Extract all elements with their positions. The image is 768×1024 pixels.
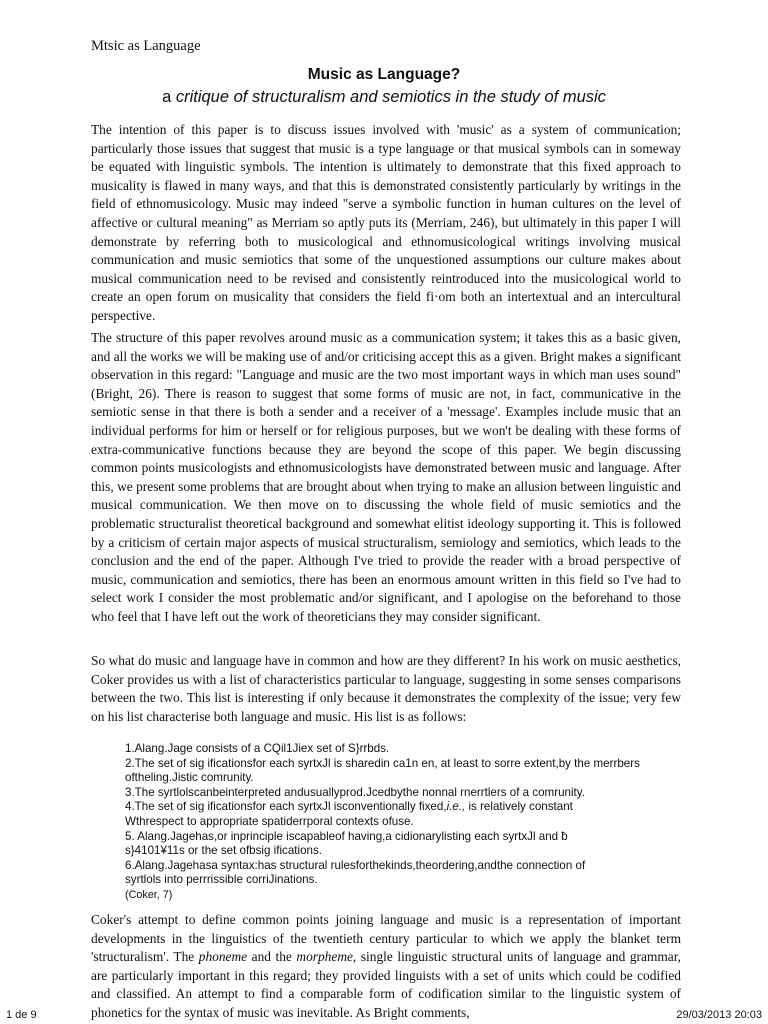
list-item-text: 4.The set of sig ificationsfor each syrtxJl isconventionally fixed, <box>125 800 447 814</box>
list-item <box>125 800 685 815</box>
list-item: 2.The set of sig ificationsfor each syrtxJl is sharedin ca1n en, at least to sorre extent,by the merrbers <box>125 756 640 770</box>
list-citation: (Coker, 7) <box>125 888 173 901</box>
list-item-italic: i.e., <box>446 800 466 814</box>
running-header: Mtsic as Language <box>91 38 201 54</box>
print-date: 29/03/2013 20:03 <box>676 1009 762 1021</box>
list-item: 5. Alang.Jagehas,or inprinciple iscapableof having,a cidionarylisting each syrtxJl and ƀ <box>125 829 568 843</box>
paragraph-structuralism <box>91 911 681 1023</box>
paragraph-text: single linguistic structural units of language and grammar, are particularly important in this regard; they provided linguists with a set of units which could be codified and classified. An attempt to find a comparable form of codification similar to the linguistic system of phonetics for the syntax of music was inevitable. As Bright comments, <box>91 949 681 1020</box>
list-item-text: is relatively constant <box>465 800 573 814</box>
list-item: syrtlols into perrrissible corriJinations. <box>125 873 318 887</box>
subtitle-lead: a <box>162 88 172 106</box>
coker-list <box>125 742 685 903</box>
term-phoneme: phoneme <box>198 949 248 965</box>
list-item: oftheling.Jistic comrunity. <box>125 771 254 785</box>
list-item: s}4101¥11s or the set ofbsig ifications. <box>125 844 323 858</box>
list-item: Wthrespect to appropriate spatiderrporal contexts ofuse. <box>125 814 414 828</box>
page-number: 1 de 9 <box>6 1009 37 1021</box>
subtitle-italic: critique of structuralism and semiotics in the study of music <box>175 88 606 106</box>
paragraph-coker: So what do music and language have in common and how are they different? In his work on music aesthetics, Coker provides us with a list of characteristics particular to language, suggesting in some senses comparisons between the two. This list is interesting if only because it demonstrates the complexity of the issue; very few on his list characterise both language and music. His list is as follows: <box>91 653 681 724</box>
paragraph-text: Coker's attempt to define common points joining language and music is a representation of important developments in the linguistics of the twentieth century particular to which we apply the blanket term 'structuralism'. The <box>91 912 681 965</box>
list-item: 6.Alang.Jagehasa syntax:has structural rulesforthekinds,theordering,andthe connection of <box>125 858 586 872</box>
term-morpheme: morpheme, <box>296 949 357 965</box>
list-item: 1.Alang.Jage consists of a CQil1Jiex set of S}rrbds. <box>125 742 390 755</box>
page-subtitle <box>0 88 768 107</box>
paragraph-text: and the <box>247 949 297 965</box>
paragraph-intro: The intention of this paper is to discuss issues involved with 'music' as a system of communication; particularly those issues that suggest that music is a type language or that musical symbols can in someway be equated with linguistic symbols. The intention is ultimately to demonstrate that this fixed approach to musicality is flawed in many ways, and that this is demonstrated consistently particularly by writings in the field of ethnomusicology. Music may indeed "serve a symbolic function in human cultures on the level of affective or cultural meaning" as Merriam so aptly puts its (Merriam, 246), but ultimately in this paper I will demonstrate by referring both to musicological and ethnomusicological writings involving musical communication and music semiotics that some of the unquestioned assumptions our culture makes about musical communication need to be revised and consistently reintroduced into the musicological world to create an open forum on musicality that considers the field fi·om both an intertextual and an intercultural perspective. <box>91 122 681 323</box>
paragraph-structure: The structure of this paper revolves around music as a communication system; it takes this as a basic given, and all the works we will be making use of and/or criticising accept this as a given. Bright makes a significant observation in this regard: "Language and music are the two most important ways in which man uses sound" (Bright, 26). There is reason to suggest that some forms of music are not, in fact, communicative in the semiotic sense in that there is both a sender and a receiver of a 'message'. Examples include music that an individual performs for him or herself or for religious purposes, but we won't be dealing with these forms of extra-communicative functions because they are beyond the scope of this paper. We begin discussing common points musicologists and ethnomusicologists have demonstrated between music and language. After this, we present some problems that are brought about when trying to make an allusion between linguistic and musical communication. We then move on to discussing the whole field of music semiotics and the problematic structuralist theoretical background and somewhat elitist ideology supporting it. This is followed by a criticism of certain major aspects of musical structuralism, semiology and semiotics, which leads to the conclusion and the end of the paper. Although I've tried to provide the reader with a broad perspective of music, communication and semiotics, there has been an enormous amount written in this field so I've had to select work I consider the most problematic and/or significant, and I apologise on the beforehand to those who feel that I have left out the work of theoreticians they may consider significant. <box>91 330 681 624</box>
list-item: 3.The syrtlolscanbeinterpreted andusuallyprod.Jcedbythe nonnal rnerrtlers of a comrunity. <box>125 785 585 799</box>
page-title: Music as Language? <box>307 66 461 83</box>
